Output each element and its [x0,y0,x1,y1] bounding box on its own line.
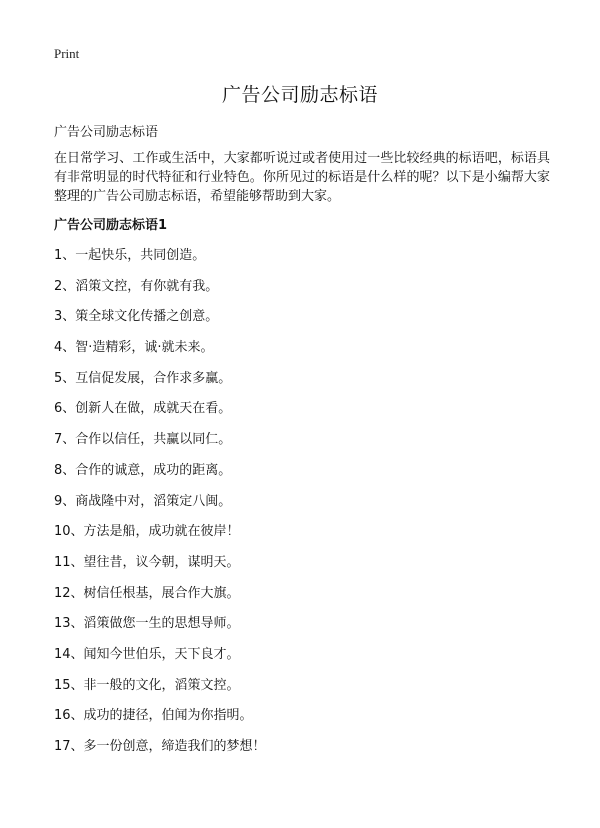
slogan-item: 12、树信任根基，展合作大旗。 [54,585,240,601]
slogan-item: 1、一起快乐，共同创造。 [54,248,206,263]
intro-paragraph: 在日常学习、工作或生活中，大家都听说过或者使用过一些比较经典的标语吧，标语具有非常明显的时代特征和行业特色。你所见过的标语是什么样的呢？以下是小编帮大家整理的广告公司励志标语，希望能够帮助到大家。 [54,151,550,204]
slogan-item: 4、智·造精彩，诚·就未来。 [54,340,214,356]
slogan-item: 6、创新人在做，成就天在看。 [54,401,232,417]
slogan-item: 8、合作的诚意，成功的距离。 [54,462,232,478]
slogan-item: 17、多一份创意，缔造我们的梦想！ [54,739,266,754]
slogan-item: 9、商战隆中对，滔策定八闽。 [54,493,232,509]
slogan-item: 14、闻知今世伯乐，天下良才。 [54,646,240,662]
slogan-list [54,246,266,768]
slogan-item: 3、策全球文化传播之创意。 [54,309,219,325]
slogan-item: 7、合作以信任，共赢以同仁。 [54,432,232,448]
section-heading: 广告公司励志标语1 [54,218,168,233]
slogan-item: 11、望往昔，议今朝，谋明天。 [54,554,240,570]
slogan-item: 15、非一般的文化，滔策文控。 [54,677,240,693]
slogan-item: 16、成功的捷径，伯闻为你指明。 [54,708,253,724]
document-subtitle: 广告公司励志标语 [54,125,159,140]
print-link[interactable]: Print [54,46,80,61]
slogan-item: 10、方法是船，成功就在彼岸！ [54,524,240,540]
slogan-item: 13、滔策做您一生的思想导师。 [54,616,240,632]
slogan-item: 2、滔策文控，有你就有我。 [54,278,219,294]
slogan-item: 5、互信促发展，合作求多赢。 [54,370,232,386]
page-title: 广告公司励志标语 [221,84,378,106]
